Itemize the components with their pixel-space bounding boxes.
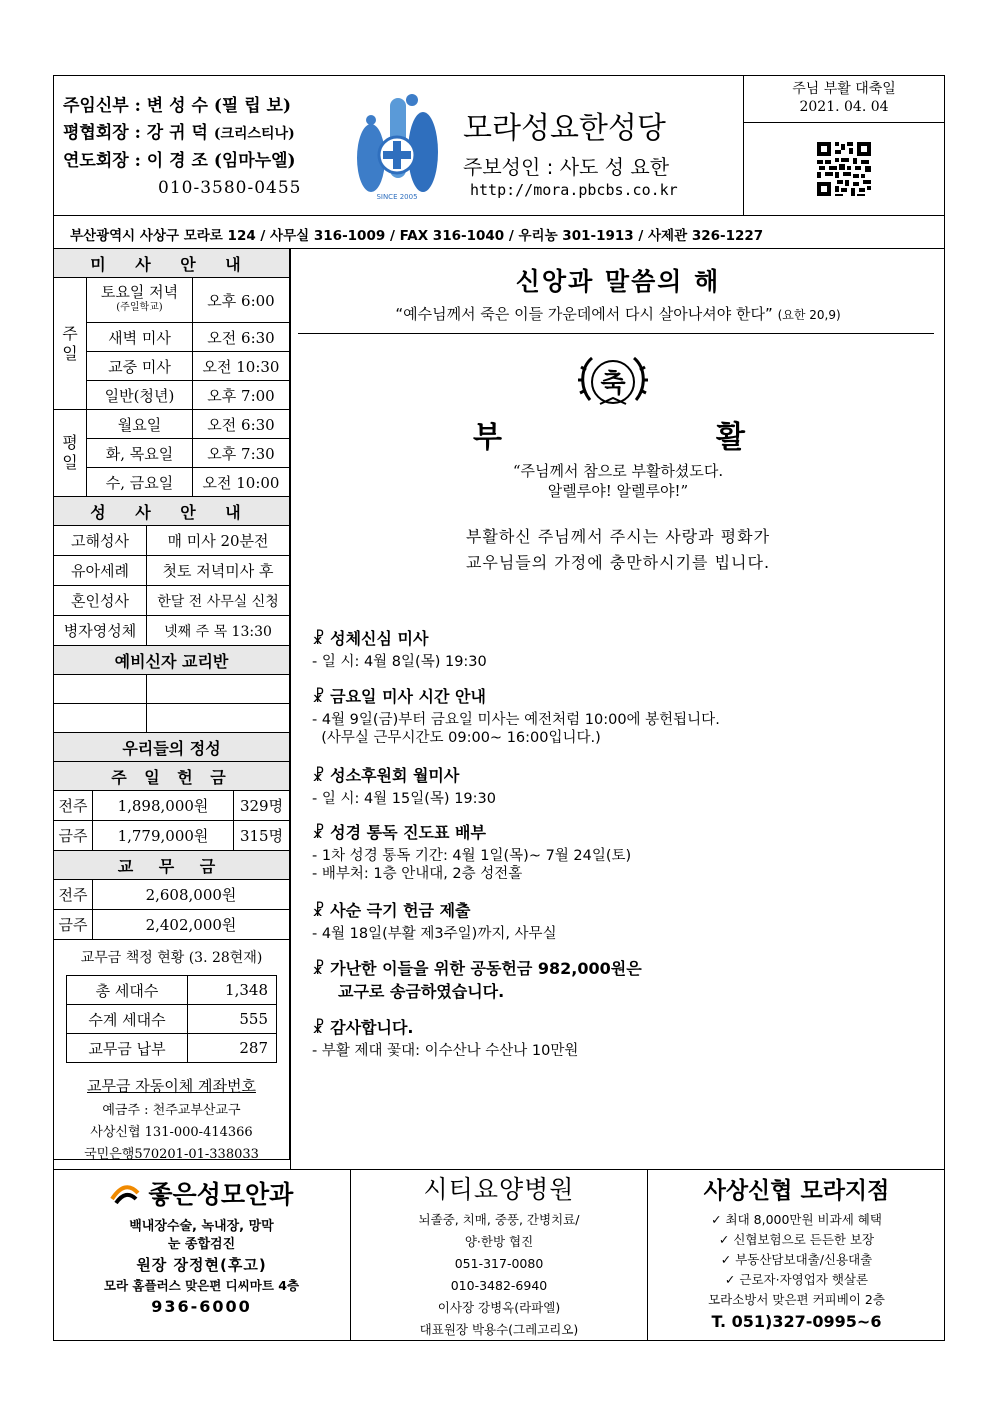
mass-name: 토요일 저녁 bbox=[100, 283, 179, 301]
notice-line: - 부활 제대 꽃대: 이수산나 수산나 10만원 bbox=[312, 1043, 579, 1059]
sacrament-name: 혼인성사 bbox=[54, 586, 147, 616]
quote-line: “주님께서 참으로 부활하셨도다. bbox=[512, 462, 724, 480]
sacrament-name: 병자영성체 bbox=[54, 616, 147, 646]
date-block bbox=[743, 80, 945, 116]
easter-blessing bbox=[291, 524, 945, 576]
sacrament-value: 매 미사 20분전 bbox=[147, 526, 290, 556]
ad-line: 이사장 강병옥(라파엘) bbox=[437, 1300, 561, 1315]
notice-line: - 일 시: 4월 8일(목) 19:30 bbox=[312, 654, 487, 670]
status-label: 교무금 납부 bbox=[67, 1034, 188, 1063]
qr-code-icon[interactable] bbox=[815, 140, 873, 198]
staff-block bbox=[63, 93, 301, 202]
empty-cell bbox=[54, 675, 147, 704]
dues-week: 전주 bbox=[54, 880, 93, 910]
dues-amount: 2,402,000원 bbox=[93, 910, 290, 940]
mass-name: 새벽 미사 bbox=[87, 323, 193, 352]
easter-left: 부 bbox=[473, 420, 502, 455]
notice-item bbox=[312, 956, 932, 1015]
bank-account: 사상신협 131-000-414366 bbox=[90, 1125, 253, 1140]
catechumen-title: 예비신자 교리반 bbox=[54, 646, 290, 675]
regional-head-baptism: (임마누엘) bbox=[213, 151, 296, 171]
offering-amount: 1,779,000원 bbox=[93, 821, 234, 851]
address-bar: 부산광역시 사상구 모라로 124 / 사무실 316-1009 / FAX 316-1040 / 우리농 301-1913 / 사제관 326-1227 bbox=[70, 228, 764, 244]
regional-head: 연도회장 : 이 경 조 bbox=[63, 151, 208, 171]
verse: “예수님께서 죽은 이들 가운데에서 다시 살아나셔야 한다” bbox=[395, 305, 773, 323]
blessing-line: 부활하신 주님께서 주시는 사랑과 평화가 bbox=[465, 527, 771, 546]
website-link[interactable]: http://mora.pbcbs.co.kr bbox=[470, 181, 678, 199]
regional-head-phone: 010-3580-0455 bbox=[158, 178, 302, 198]
notice-title: 금요일 미사 시간 안내 bbox=[330, 687, 486, 706]
notice-line: - 일 시: 4월 15일(목) 19:30 bbox=[312, 791, 496, 807]
chi-rho-icon: ☧ bbox=[312, 766, 325, 785]
mass-name: 월요일 bbox=[87, 410, 193, 439]
ad-credit-name: 사상신협 모라지점 bbox=[703, 1178, 890, 1204]
chi-rho-icon: ☧ bbox=[312, 629, 325, 648]
ad-line: T. 051)327-0995~6 bbox=[711, 1312, 882, 1331]
weekday-label: 평일 bbox=[54, 410, 87, 497]
chi-rho-icon: ☧ bbox=[312, 1018, 325, 1037]
patron-saint: 주보성인 : 사도 성 요한 bbox=[463, 155, 670, 179]
offering-count: 315명 bbox=[234, 821, 290, 851]
ad-credit-union bbox=[648, 1174, 945, 1334]
sunday-offering-title: 주 일 헌 금 bbox=[54, 762, 290, 791]
ad-line: 백내장수술, 녹내장, 망막 bbox=[129, 1219, 274, 1234]
mass-time: 오후 7:00 bbox=[193, 381, 290, 410]
mass-time: 오전 6:30 bbox=[193, 323, 290, 352]
parish-name: 모라성요한성당 bbox=[463, 111, 666, 146]
ad-eye-name bbox=[53, 1178, 350, 1212]
ad-eye-clinic bbox=[53, 1178, 350, 1318]
sacrament-name: 고해성사 bbox=[54, 526, 147, 556]
notice-title: 사순 극기 헌금 제출 bbox=[330, 901, 471, 920]
mass-time: 오후 6:00 bbox=[193, 278, 290, 323]
notice-list bbox=[312, 626, 932, 1065]
verse-line bbox=[291, 303, 945, 324]
sidebar bbox=[53, 248, 290, 1160]
divider bbox=[290, 248, 291, 1169]
sacrament-value: 한달 전 사무실 신청 bbox=[147, 586, 290, 616]
logo-caption: SINCE 2005 bbox=[376, 193, 418, 201]
status-value: 555 bbox=[188, 1005, 277, 1034]
transfer-title: 교무금 자동이체 계좌번호 bbox=[87, 1077, 256, 1095]
offering-week: 금주 bbox=[54, 821, 93, 851]
dues-status-box bbox=[53, 940, 290, 1160]
ad-line: 대표원장 박용수(그레고리오) bbox=[419, 1322, 579, 1337]
ad-line: 양·한방 협진 bbox=[464, 1234, 534, 1249]
empty-cell bbox=[147, 704, 290, 733]
ad-eye-title: 좋은성모안과 bbox=[148, 1180, 294, 1209]
council-head: 평협회장 : 강 귀 덕 bbox=[63, 123, 208, 143]
mass-time: 오전 10:00 bbox=[193, 468, 290, 497]
parish-logo-icon bbox=[352, 92, 442, 204]
notice-line: - 배부처: 1층 안내대, 2층 성전홀 bbox=[312, 866, 523, 882]
dues-week: 금주 bbox=[54, 910, 93, 940]
ad-line: ✓ 최대 8,000만원 비과세 혜택 bbox=[711, 1212, 882, 1227]
dues-status-title: 교무금 책정 현황 (3. 28현재) bbox=[80, 950, 263, 966]
status-value: 287 bbox=[188, 1034, 277, 1063]
sacrament-name: 유아세례 bbox=[54, 556, 147, 586]
status-label: 총 세대수 bbox=[67, 976, 188, 1005]
notice-title: 성소후원회 월미사 bbox=[330, 766, 460, 785]
status-value: 1,348 bbox=[188, 976, 277, 1005]
divider bbox=[298, 333, 934, 334]
notice-item bbox=[312, 820, 932, 898]
verse-ref: (요한 20,9) bbox=[777, 308, 841, 322]
notice-item bbox=[312, 684, 932, 763]
ad-line: ✓ 신협보험으로 든든한 보장 bbox=[718, 1232, 875, 1247]
notice-item bbox=[312, 898, 932, 956]
sacrament-value: 넷째 주 목 13:30 bbox=[147, 616, 290, 646]
notice-title: 성경 통독 진도표 배부 bbox=[330, 823, 486, 842]
ad-line: 모라 홈플러스 맞은편 디씨마트 4층 bbox=[103, 1278, 300, 1293]
ad-line: ✓ 부동산담보대출/신용대출 bbox=[720, 1252, 873, 1267]
dues-status-table bbox=[66, 975, 277, 1063]
notice-title: 감사합니다. bbox=[330, 1018, 414, 1037]
empty-cell bbox=[147, 675, 290, 704]
blessing-line: 교우님들의 가정에 충만하시기를 빕니다. bbox=[465, 553, 771, 572]
notice-item bbox=[312, 1015, 932, 1065]
empty-cell bbox=[54, 704, 147, 733]
mass-name: 교중 미사 bbox=[87, 352, 193, 381]
wreath-icon bbox=[578, 350, 648, 412]
notice-line: - 4월 18일(부활 제3주일)까지, 사무실 bbox=[312, 926, 557, 942]
mass-time: 오전 10:30 bbox=[193, 352, 290, 381]
emblem-text: 축 bbox=[600, 369, 626, 399]
notice-title: 가난한 이들을 위한 공동헌금 982,000원은 bbox=[330, 959, 642, 978]
sacrament-value: 첫토 저녁미사 후 bbox=[147, 556, 290, 586]
easter-right: 활 bbox=[716, 420, 745, 455]
ad-hospital-name: 시티요양병원 bbox=[423, 1175, 575, 1204]
ad-line: 051-317-0080 bbox=[454, 1256, 544, 1271]
mass-name: 화, 목요일 bbox=[87, 439, 193, 468]
ad-line: 뇌졸중, 치매, 중풍, 간병치료/ bbox=[418, 1212, 580, 1227]
chi-rho-icon: ☧ bbox=[312, 901, 325, 920]
ad-line: 눈 종합검진 bbox=[167, 1237, 236, 1252]
sunday-offering-table bbox=[53, 790, 290, 940]
ad-line: 원장 장정현(후고) bbox=[136, 1256, 267, 1274]
notice-line: (사무실 근무시간도 09:00~ 16:00입니다.) bbox=[312, 730, 601, 746]
quote-line: 알렐루야! 알렐루야!” bbox=[547, 482, 689, 500]
sunday-label: 주일 bbox=[54, 278, 87, 410]
mass-name: 수, 금요일 bbox=[87, 468, 193, 497]
transfer-info bbox=[54, 1100, 289, 1166]
status-label: 수계 세대수 bbox=[67, 1005, 188, 1034]
ad-line: 010-3482-6940 bbox=[450, 1278, 548, 1293]
offering-count: 329명 bbox=[234, 791, 290, 821]
mass-time: 오전 6:30 bbox=[193, 410, 290, 439]
dues-amount: 2,608,000원 bbox=[93, 880, 290, 910]
dues-title: 교 무 금 bbox=[54, 851, 290, 880]
notice-line: - 1차 성경 통독 기간: 4월 1일(목)~ 7월 24일(토) bbox=[312, 848, 632, 864]
year-title: 신앙과 말씀의 해 bbox=[515, 267, 721, 296]
sacrament-table bbox=[53, 496, 290, 791]
occasion: 주님 부활 대축일 bbox=[792, 81, 896, 97]
offering-amount: 1,898,000원 bbox=[93, 791, 234, 821]
mass-time: 오후 7:30 bbox=[193, 439, 290, 468]
issue-date: 2021. 04. 04 bbox=[799, 99, 889, 115]
chi-rho-icon: ☧ bbox=[312, 959, 325, 978]
mass-guide-title: 미 사 안 내 bbox=[54, 249, 290, 278]
notice-item bbox=[312, 626, 932, 684]
ad-line: ✓ 근로자·자영업자 햇살론 bbox=[724, 1272, 869, 1287]
divider bbox=[53, 215, 945, 216]
divider bbox=[743, 122, 945, 123]
chi-rho-icon: ☧ bbox=[312, 823, 325, 842]
notice-line: - 4월 9일(금)부터 금요일 미사는 예전처럼 10:00에 봉헌됩니다. bbox=[312, 712, 720, 728]
ad-line: 936-6000 bbox=[151, 1297, 252, 1316]
notice-title: 성체신심 미사 bbox=[330, 629, 429, 648]
ad-hospital bbox=[351, 1172, 647, 1341]
bank-account: 국민은행570201-01-338033 bbox=[84, 1147, 259, 1162]
offering-title: 우리들의 정성 bbox=[54, 733, 290, 762]
account-holder: 예금주 : 천주교부산교구 bbox=[102, 1103, 241, 1118]
mass-sub: (주일학교) bbox=[116, 302, 163, 313]
mass-name: 일반(청년) bbox=[87, 381, 193, 410]
eye-logo-icon bbox=[110, 1180, 140, 1202]
sacrament-title: 성 사 안 내 bbox=[54, 497, 290, 526]
offering-week: 전주 bbox=[54, 791, 93, 821]
ad-line: 모라소방서 맞은편 커피베이 2층 bbox=[708, 1292, 885, 1307]
divider bbox=[53, 1169, 945, 1170]
easter-quote bbox=[291, 461, 945, 501]
council-head-baptism: (크리스티나) bbox=[213, 126, 295, 142]
pastor: 주임신부 : 변 성 수 (필 립 보) bbox=[63, 96, 292, 116]
mass-guide-table bbox=[53, 248, 290, 497]
notice-title-cont: 교구로 송금하였습니다. bbox=[338, 982, 505, 1001]
chi-rho-icon: ☧ bbox=[312, 687, 325, 706]
notice-item bbox=[312, 763, 932, 820]
